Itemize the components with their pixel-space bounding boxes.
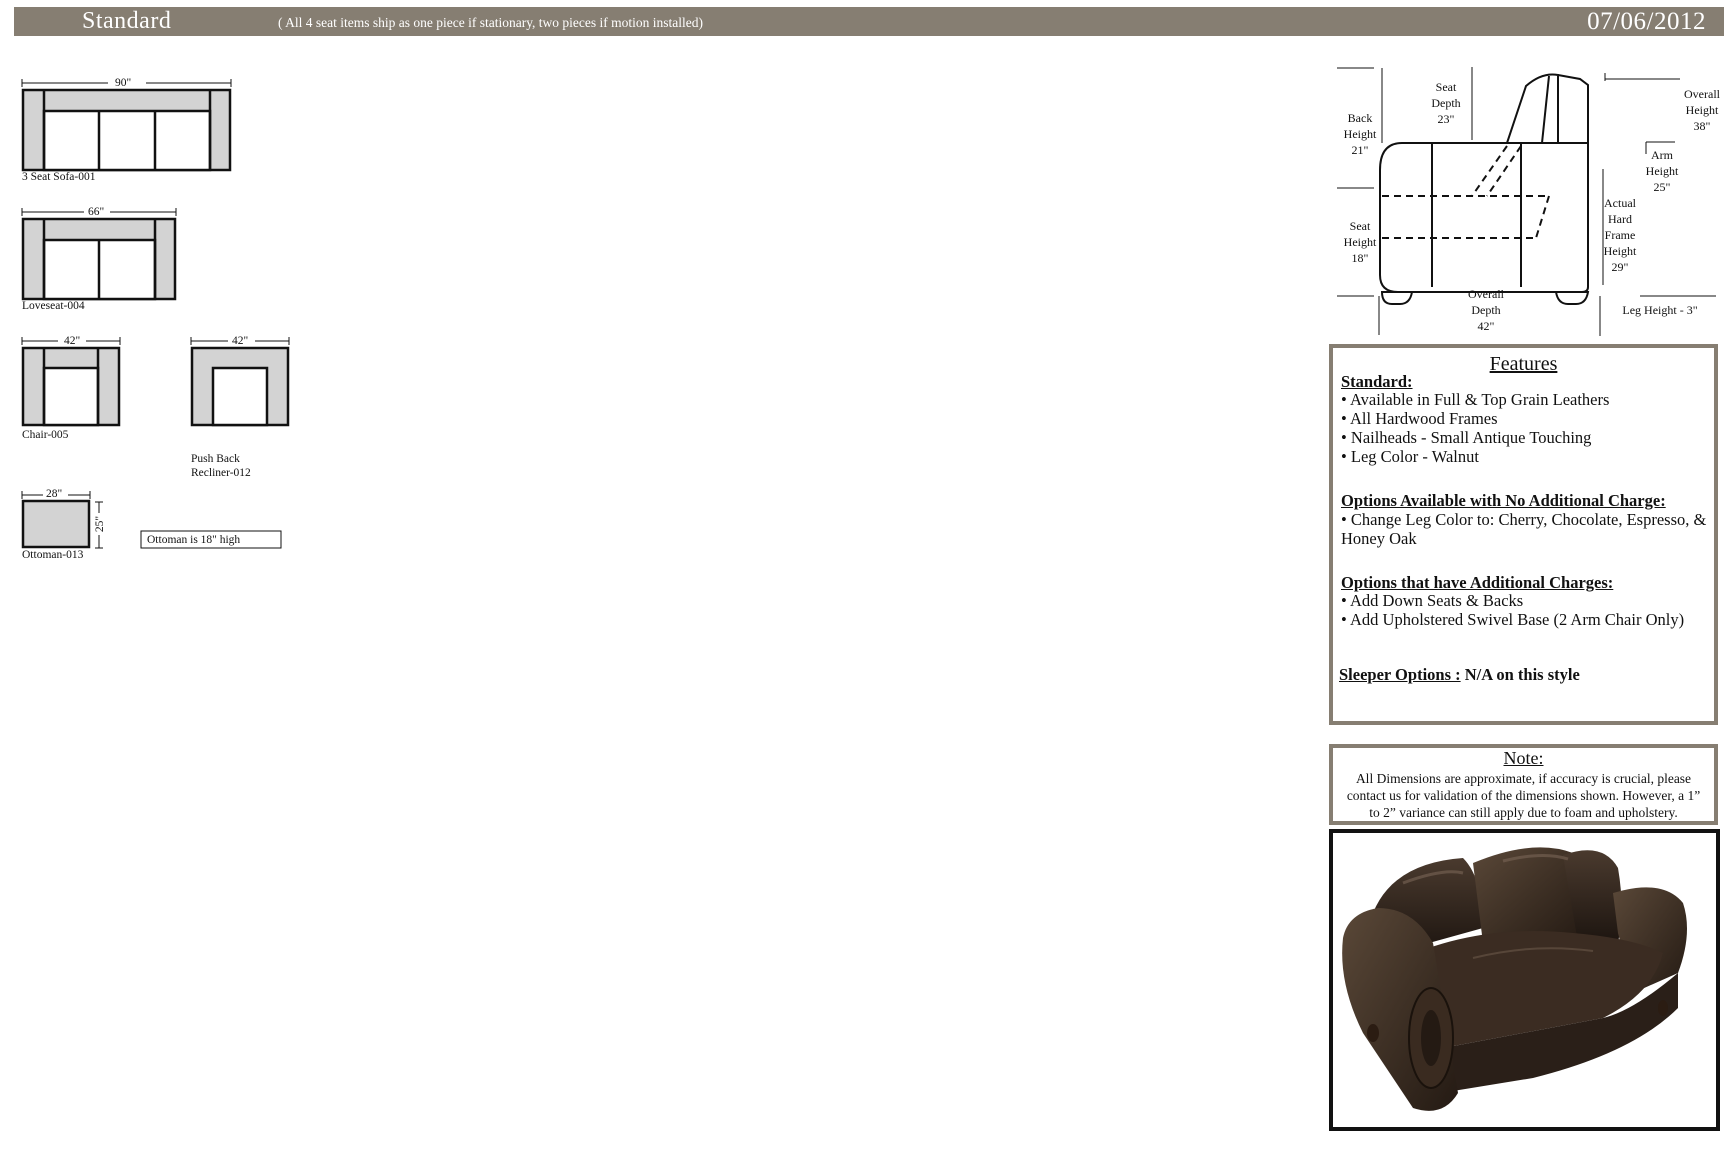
profile-outline	[1380, 143, 1588, 292]
overall-height-label: Overall Height 38"	[1684, 87, 1720, 133]
overall-depth-label: Overall Depth 42"	[1468, 287, 1504, 333]
side-profile-diagram	[1330, 60, 1730, 345]
recliner-width: 42"	[232, 335, 249, 347]
charge-item: • Add Upholstered Swivel Base (2 Arm Chair Only)	[1341, 610, 1685, 629]
ottoman-height-note: Ottoman is 18" high	[147, 534, 241, 546]
ottoman-label: Ottoman-013	[22, 549, 84, 561]
leather-sofa-image	[1333, 833, 1716, 1127]
chair-width: 42"	[64, 335, 81, 347]
recliner-label-line2: Recliner-012	[191, 467, 251, 479]
arm-height-label: Arm Height 25"	[1645, 148, 1679, 194]
chair-label: Chair-005	[22, 429, 69, 441]
charge-heading: Options that have Additional Charges:	[1341, 573, 1614, 592]
note-text: All Dimensions are approximate, if accuracy is crucial, please contact us for validation of the dimensions shown. However, a 1” to 2” variance can still apply due to foam and upholstery.	[1346, 771, 1701, 820]
loveseat-width: 66"	[88, 206, 105, 218]
back-height-label: Back Height 21"	[1343, 111, 1377, 157]
charge-item: • Add Down Seats & Backs	[1341, 591, 1524, 610]
top-view-drawings	[0, 0, 320, 600]
standard-item: • Nailheads - Small Antique Touching	[1341, 428, 1592, 447]
style-title: Standard	[82, 8, 172, 34]
ottoman-depth: 25"	[94, 515, 107, 533]
no-charge-heading: Options Available with No Additional Charge:	[1341, 491, 1666, 510]
standard-item: • All Hardwood Frames	[1341, 409, 1498, 428]
date-label: 07/06/2012	[1587, 8, 1706, 35]
sleeper-options	[1339, 665, 1580, 685]
note-panel	[1329, 744, 1718, 825]
sleeper-value: N/A on this style	[1464, 665, 1580, 684]
loveseat-label: Loveseat-004	[22, 300, 85, 312]
sofa-width: 90"	[115, 77, 132, 89]
no-charge-item: • Change Leg Color to: Cherry, Chocolate, Espresso, & Honey Oak	[1341, 510, 1707, 548]
note-title: Note:	[1503, 748, 1544, 768]
ottoman-outline	[23, 501, 89, 547]
frame-height-label: Actual Hard Frame Height 29"	[1603, 196, 1637, 274]
standard-item: • Leg Color - Walnut	[1341, 447, 1479, 466]
standard-item: • Available in Full & Top Grain Leathers	[1341, 390, 1610, 409]
sleeper-label: Sleeper Options :	[1339, 665, 1461, 684]
product-photo	[1329, 829, 1720, 1131]
seat-depth-label: Seat Depth 23"	[1431, 80, 1461, 126]
recliner-label-line1: Push Back	[191, 453, 240, 465]
shipping-note: ( All 4 seat items ship as one piece if stationary, two pieces if motion installed)	[278, 15, 704, 30]
seat-height-label: Seat Height 18"	[1343, 219, 1377, 265]
features-panel	[1329, 344, 1718, 725]
leg-height-label: Leg Height - 3"	[1622, 303, 1698, 317]
sofa-label: 3 Seat Sofa-001	[22, 171, 96, 183]
ottoman-width: 28"	[46, 488, 63, 500]
features-title: Features	[1489, 353, 1558, 375]
standard-heading: Standard:	[1341, 372, 1413, 391]
